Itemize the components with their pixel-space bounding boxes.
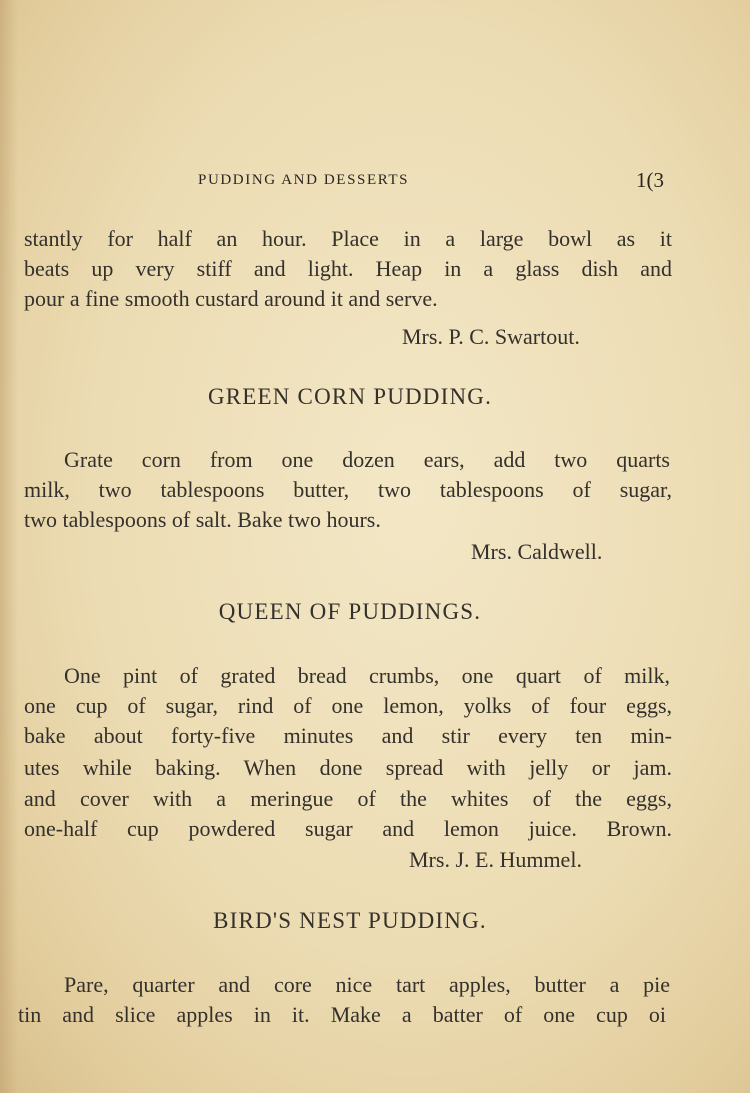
text-line: Pare, quarter and core nice tart apples, butter a pie xyxy=(64,972,670,997)
recipe-attribution: Mrs. Caldwell. xyxy=(471,539,603,564)
text-line: bake about forty-five minutes and stir every ten min- xyxy=(24,723,672,748)
text-line: and cover with a meringue of the whites of the eggs, xyxy=(24,786,672,811)
text-line: stantly for half an hour. Place in a large bowl as it xyxy=(24,226,672,251)
text-line: tin and slice apples in it. Make a batter of one cup oi xyxy=(18,1002,666,1027)
text-line: Grate corn from one dozen ears, add two quarts xyxy=(64,447,670,472)
running-head: PUDDING AND DESSERTS xyxy=(198,172,410,188)
text-line: pour a fine smooth custard around it and serve. xyxy=(24,286,438,311)
page-number: 1(3 xyxy=(636,168,664,192)
text-line: one-half cup powdered sugar and lemon juice. Brown. xyxy=(24,816,672,841)
recipe-title: BIRD'S NEST PUDDING. xyxy=(213,908,487,933)
recipe-attribution: Mrs. J. E. Hummel. xyxy=(409,847,582,872)
text-line: beats up very stiff and light. Heap in a glass dish and xyxy=(24,256,672,281)
text-line: utes while baking. When done spread with jelly or jam. xyxy=(24,755,672,780)
recipe-attribution: Mrs. P. C. Swartout. xyxy=(402,324,580,349)
text-line: milk, two tablespoons butter, two tablespoons of sugar, xyxy=(24,477,672,502)
text-line: one cup of sugar, rind of one lemon, yolks of four eggs, xyxy=(24,693,672,718)
text-line: two tablespoons of salt. Bake two hours. xyxy=(24,507,381,532)
text-line: One pint of grated bread crumbs, one quart of milk, xyxy=(64,663,670,688)
recipe-title: QUEEN OF PUDDINGS. xyxy=(218,599,482,624)
recipe-title: GREEN CORN PUDDING. xyxy=(207,384,493,409)
